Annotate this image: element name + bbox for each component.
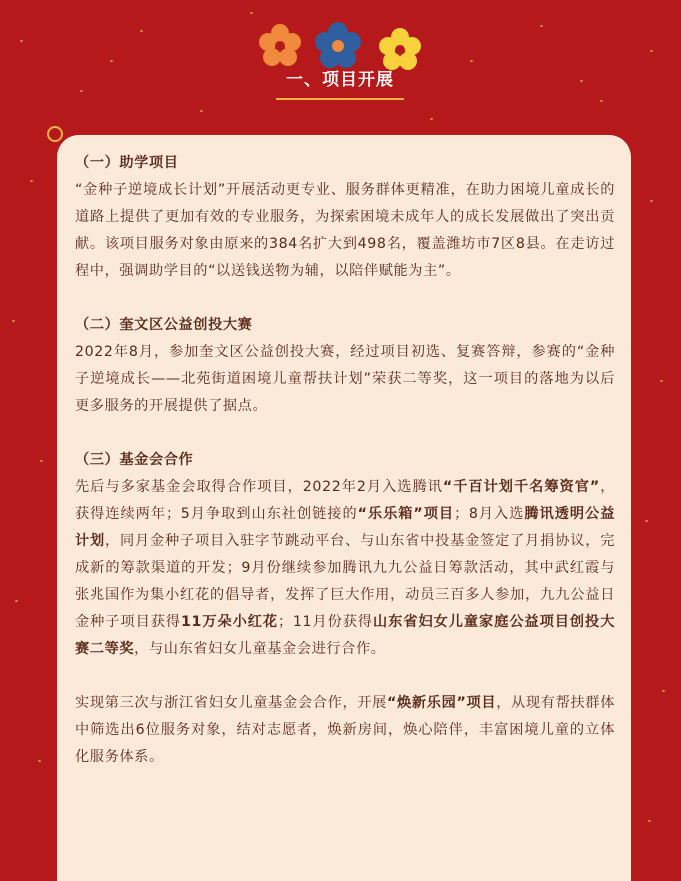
section-renovation	[75, 690, 615, 771]
section-heading: （二）奎文区公益创投大赛	[75, 317, 253, 333]
section-paragraph	[75, 474, 615, 663]
flower-blue-icon	[315, 22, 361, 68]
section-tutoring	[75, 150, 615, 285]
text-run: ，与山东省妇女儿童基金会进行合作。	[134, 641, 386, 657]
title-underline	[276, 98, 404, 100]
text-run: ；8月入选	[454, 506, 525, 522]
section-heading: （一）助学项目	[75, 155, 179, 171]
section-paragraph	[75, 690, 615, 771]
content-body	[75, 150, 615, 798]
section-foundation	[75, 447, 615, 663]
section-heading: （三）基金会合作	[75, 452, 194, 468]
highlight-text: 山东省妇女儿童家庭公益项目创投大赛二等奖	[75, 614, 615, 657]
card-corner-ornament	[47, 126, 63, 142]
highlight-text: “千百计划千名筹资官”	[442, 479, 600, 495]
section-title	[270, 68, 410, 100]
text-run: ，获得连续两年；5月争取到山东社创链接的	[75, 479, 616, 522]
section-paragraph: 2022年8月，参加奎文区公益创投大赛，经过项目初选、复赛答辩，参赛的“金种子逆境成长——北苑街道困境儿童帮扶计划”荣获二等奖，这一项目的落地为以后更多服务的开展提供了据点。	[75, 344, 615, 414]
highlight-text: “焕新乐园”项目	[387, 695, 497, 711]
text-run: ，同月金种子项目入驻字节跳动平台、与山东省中投基金签定了月捐协议，完成新的筹款渠道的开发；9月份继续参加腾讯九九公益日筹款活动，其中武红霞与张兆国作为集小红花的倡导者，发挥了巨大作用，动员三百多人参加，九九公益日金种子项目获得	[75, 533, 615, 630]
flower-orange-icon	[259, 24, 301, 66]
text-run: ；11月份获得	[278, 614, 374, 630]
text-run: 先后与多家基金会取得合作项目，2022年2月入选腾讯	[75, 479, 443, 495]
highlight-text: 腾讯透明公益计划	[75, 506, 615, 549]
flower-yellow-icon	[379, 28, 421, 70]
highlight-text: 11万朵小红花	[181, 614, 279, 630]
section-paragraph: “金种子逆境成长计划”开展活动更专业、服务群体更精准，在助力困境儿童成长的道路上提供了更加有效的专业服务，为探索困境未成年人的成长发展做出了突出贡献。该项目服务对象由原来的384名扩大到498名，覆盖潍坊市7区8县。在走访过程中，强调助学目的“以送钱送物为辅，以陪伴赋能为主”。	[75, 182, 615, 279]
text-run: ，从现有帮扶群体中筛选出6位服务对象，结对志愿者，焕新房间，焕心陪伴，丰富困境儿童的立体化服务体系。	[75, 695, 616, 765]
text-run: 实现第三次与浙江省妇女儿童基金会合作，开展	[75, 695, 388, 711]
section-contest	[75, 312, 615, 420]
page-title: 一、项目开展	[286, 70, 394, 90]
highlight-text: “乐乐箱”项目	[357, 506, 455, 522]
